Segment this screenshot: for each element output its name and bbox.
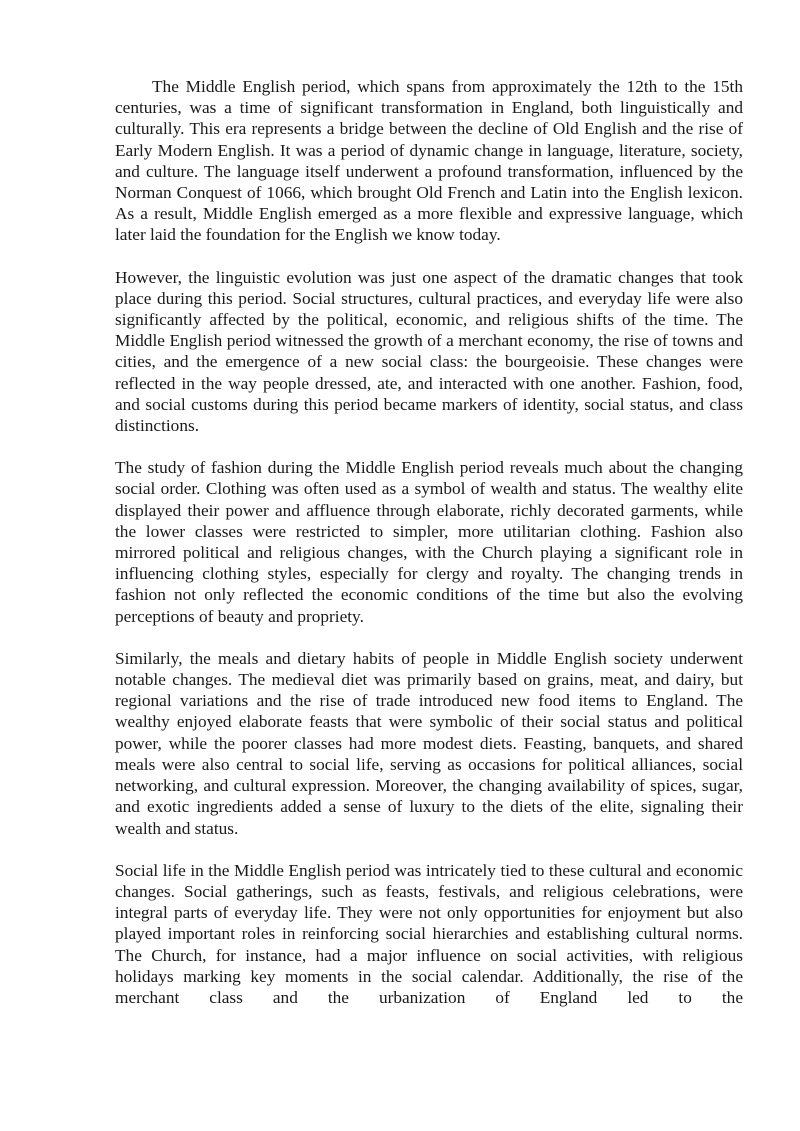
document-page [115, 76, 743, 1029]
paragraph-meals: Similarly, the meals and dietary habits of people in Middle English society underwent notable changes. The medieval diet was primarily based on grains, meat, and dairy, but regional variations and the rise of trade introduced new food items to England. The wealthy enjoyed elaborate feasts that were symbolic of their social status and political power, while the poorer classes had more modest diets. Feasting, banquets, and shared meals were also central to social life, serving as occasions for political alliances, social networking, and cultural expression. Moreover, the changing availability of spices, sugar, and exotic ingredients added a sense of luxury to the diets of the elite, signaling their wealth and status. [115, 648, 743, 838]
paragraph-linguistic-evolution: However, the linguistic evolution was just one aspect of the dramatic changes that took place during this period. Social structures, cultural practices, and everyday life were also significantly affected by the political, economic, and religious shifts of the time. The Middle English period witnessed the growth of a merchant economy, the rise of towns and cities, and the emergence of a new social class: the bourgeoisie. These changes were reflected in the way people dressed, ate, and interacted with one another. Fashion, food, and social customs during this period became markers of identity, social status, and class distinctions. [115, 267, 743, 436]
paragraph-fashion: The study of fashion during the Middle English period reveals much about the changing social order. Clothing was often used as a symbol of wealth and status. The wealthy elite displayed their power and affluence through elaborate, richly decorated garments, while the lower classes were restricted to simpler, more utilitarian clothing. Fashion also mirrored political and religious changes, with the Church playing a significant role in influencing clothing styles, especially for clergy and royalty. The changing trends in fashion not only reflected the economic conditions of the time but also the evolving perceptions of beauty and propriety. [115, 458, 743, 626]
paragraph-intro: The Middle English period, which spans from approximately the 12th to the 15th centuries, was a time of significant transformation in England, both linguistically and culturally. This era represents a bridge between the decline of Old English and the rise of Early Modern English. It was a period of dynamic change in language, literature, society, and culture. The language itself underwent a profound transformation, influenced by the Norman Conquest of 1066, which brought Old French and Latin into the English lexicon. As a result, Middle English emerged as a more flexible and expressive language, which later laid the foundation for the English we know today. [115, 77, 743, 245]
paragraph-social-life: Social life in the Middle English period was intricately tied to these cultural and economic changes. Social gatherings, such as feasts, festivals, and religious celebrations, were integral parts of everyday life. They were not only opportunities for enjoyment but also played important roles in reinforcing social hierarchies and establishing cultural norms. The Church, for instance, had a major influence on social activities, with religious holidays marking key moments in the social calendar. Additionally, the rise of the merchant class and the urbanization of England led to the [115, 860, 743, 1007]
